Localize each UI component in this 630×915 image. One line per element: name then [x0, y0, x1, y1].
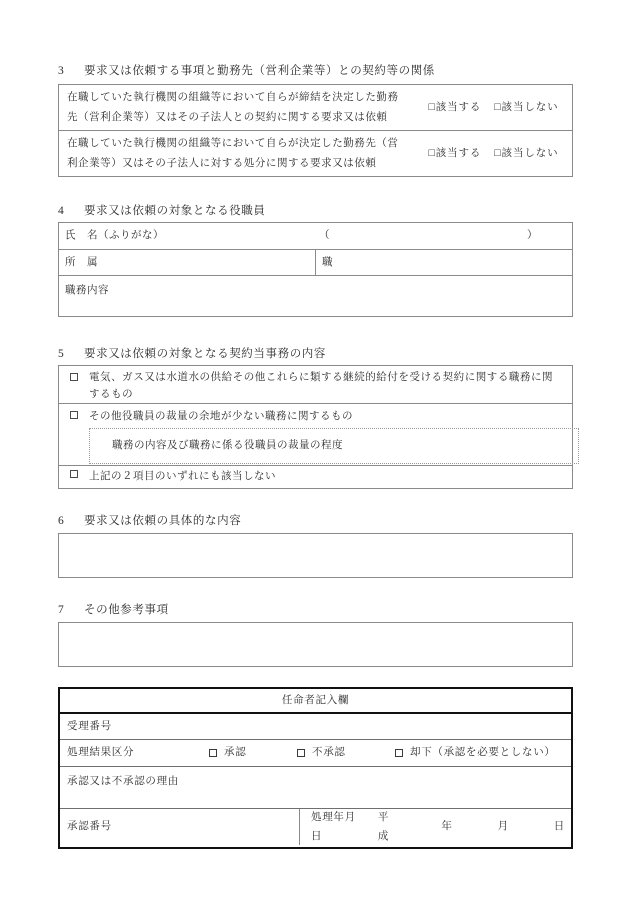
section-4-heading	[58, 202, 266, 218]
processing-date-row	[300, 809, 571, 845]
era-label: 平成	[377, 811, 390, 842]
checkbox-box-icon	[209, 749, 217, 757]
result-option-rejected[interactable]	[297, 743, 395, 762]
table-row	[59, 276, 572, 316]
approver-section-table	[58, 687, 573, 849]
checkbox-box-icon	[395, 749, 403, 757]
checkbox-utility-contract-label: 電気、ガス又は水道水の供給その他これらに類する継続的給付を受ける契約に関する職務に関するもの	[89, 372, 554, 401]
section-3-heading	[58, 62, 435, 78]
section-3-row-2-description: 在職していた執行機関の組織等において自らが決定した勤務先（営利企業等）又はその子法人に対する処分に関する要求又は依頼	[67, 138, 399, 169]
duties-label: 職務内容	[65, 285, 109, 296]
section-3-table	[58, 84, 573, 177]
checkbox-utility-contract[interactable]	[59, 366, 89, 403]
receipt-number-label: 受理番号	[67, 720, 112, 732]
furigana-field[interactable]	[319, 223, 572, 249]
table-row[interactable]	[60, 714, 571, 740]
section-3-number: 3	[58, 65, 65, 77]
checkbox-box-icon	[70, 411, 78, 419]
checkbox-box-icon	[70, 470, 78, 478]
checkbox-option-applicable[interactable]: □該当する	[428, 101, 482, 113]
section-3-row-1-options	[415, 85, 572, 130]
table-row	[60, 689, 571, 714]
result-classification-label: 処理結果区分	[67, 747, 135, 759]
checkbox-option-not-applicable[interactable]: □該当しない	[494, 147, 559, 159]
checkbox-option-not-applicable[interactable]: □該当しない	[494, 101, 559, 113]
table-row	[60, 809, 571, 845]
checkbox-low-discretion-duty[interactable]	[59, 404, 89, 465]
section-5-table	[58, 365, 573, 489]
checkbox-none-applicable-label: 上記の２項目のいずれにも該当しない	[89, 471, 276, 482]
checkbox-box-icon	[70, 373, 78, 381]
checkbox-option-applicable[interactable]: □該当する	[428, 147, 482, 159]
section-6-content-input[interactable]	[58, 533, 573, 578]
affiliation-label: 所 属	[59, 250, 316, 275]
list-item[interactable]	[59, 466, 572, 488]
result-option-dismissed-label: 却下（承認を必要としない）	[410, 747, 556, 759]
name-label: 氏 名（ふりがな）	[65, 230, 164, 242]
checkbox-box-icon	[297, 749, 305, 757]
result-classification-row	[60, 740, 571, 766]
furigana-close-paren: ）	[527, 230, 538, 242]
result-option-rejected-label: 不承認	[312, 747, 346, 759]
section-7-number: 7	[58, 604, 65, 616]
section-3-title: 要求又は依頼する事項と勤務先（営利企業等）との契約等の関係	[84, 65, 435, 77]
approval-number-label: 承認番号	[60, 809, 300, 845]
section-7-title: その他参考事項	[84, 604, 169, 616]
duty-detail-input[interactable]	[89, 428, 579, 464]
section-4-number: 4	[58, 205, 65, 217]
checkbox-low-discretion-duty-label: その他役職員の裁量の余地が少ない職務に関するもの 職務の内容及び職務に係る役職員の裁量の程度	[89, 404, 579, 465]
result-option-dismissed[interactable]	[395, 743, 556, 762]
position-label: 職	[322, 256, 333, 268]
list-item[interactable]	[59, 404, 572, 466]
section-5-number: 5	[58, 348, 65, 360]
section-6-number: 6	[58, 515, 65, 527]
result-option-approved[interactable]	[209, 743, 297, 762]
year-unit-label: 年	[441, 821, 453, 833]
processing-date-label: 処理年月日	[311, 811, 356, 842]
list-item[interactable]	[59, 366, 572, 404]
section-4-table	[58, 222, 573, 317]
table-row	[59, 85, 572, 131]
table-row	[59, 131, 572, 176]
section-3-row-2-options	[415, 131, 572, 176]
day-unit-label: 日	[553, 821, 565, 833]
table-row	[60, 740, 571, 767]
section-7-heading	[58, 601, 169, 617]
section-6-heading	[58, 512, 241, 528]
checkbox-none-applicable[interactable]	[59, 466, 89, 488]
approver-section-title: 任命者記入欄	[281, 694, 350, 706]
month-unit-label: 月	[497, 821, 509, 833]
approval-reason-label: 承認又は不承認の理由	[67, 776, 179, 787]
section-6-title: 要求又は依頼の具体的な内容	[84, 515, 242, 527]
section-4-title: 要求又は依頼の対象となる役職員	[84, 205, 266, 217]
section-5-title: 要求又は依頼の対象となる契約当事務の内容	[84, 348, 326, 360]
section-3-row-1-description: 在職していた執行機関の組織等において自らが締結を決定した勤務先（営利企業等）又はその子法人との契約に関する要求又は依頼	[67, 92, 399, 123]
section-7-content-input[interactable]	[58, 622, 573, 667]
table-row[interactable]	[60, 767, 571, 809]
furigana-open-paren: （	[319, 230, 330, 242]
table-row	[59, 250, 572, 276]
section-5-heading	[58, 345, 326, 361]
table-row	[59, 223, 572, 250]
result-option-approved-label: 承認	[224, 747, 247, 759]
duty-detail-hint: 職務の内容及び職務に係る役職員の裁量の程度	[112, 440, 343, 452]
